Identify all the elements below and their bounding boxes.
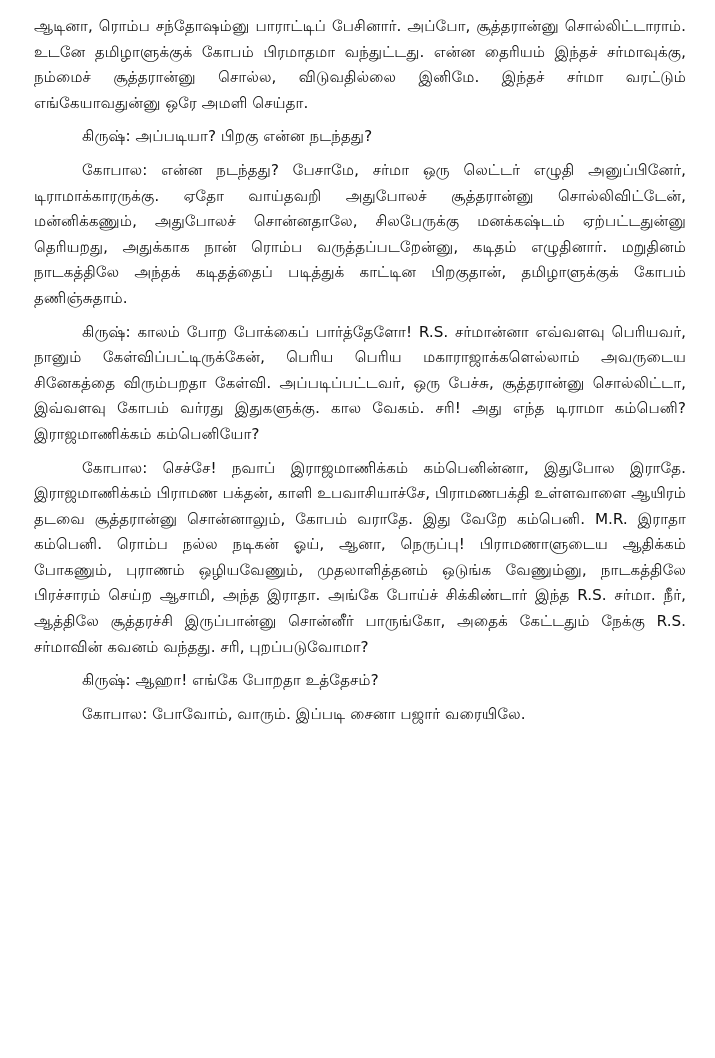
paragraph-4 [34,320,686,448]
paragraph-text: என்ன நடந்தது? பேசாமே, சர்மா ஒரு லெட்டர் எழுதி அனுப்பினேர், டிராமாக்காரருக்கு. ஏதோ வாய்தவறி அதுபோலச் சூத்தரான்னு சொல்லிவிட்டேன், மன்னிக்கணும், அதுபோலச் சொன்னதாலே, சிலபேருக்கு மனக்கஷ்டம் ஏற்பட்டதுன்னு தெரியறது, அதுக்காக நான் ரொம்ப வருத்தப்படறேன்னு, கடிதம் எழுதினார். மறுதினம் நாடகத்திலே அந்தக் கடிதத்தைப் படித்துக் காட்டின பிறகுதான், தமிழாளுக்குக் கோபம் தணிஞ்சுதாம். [34,160,686,307]
paragraph-text: ஆஹா! எங்கே போறதா உத்தேசம்? [130,671,379,690]
speaker-label: கிருஷ்: [82,671,131,690]
paragraph-text: போவோம், வாரும். இப்படி சைனா பஜார் வரையிலே. [147,704,526,723]
paragraph-1 [34,14,686,116]
speaker-label: கோபால: [82,160,148,179]
document-page [34,14,686,727]
paragraph-5 [34,456,686,661]
speaker-label: கிருஷ்: [82,127,131,146]
speaker-label: கிருஷ்: [82,322,131,341]
paragraph-text: செச்சே! நவாப் இராஜமாணிக்கம் கம்பெனின்னா, இதுபோல இராதே. இராஜமாணிக்கம் பிராமண பக்தன், காளி உபவாசியாச்சே, பிராமணபக்தி உள்ளவாளை ஆயிரம் தடவை சூத்தரான்னு சொன்னாலும், கோபம் வராதே. இது வேறே கம்பெனி. M.R. இராதா கம்பெனி. ரொம்ப நல்ல நடிகன் ஓய், ஆனா, நெருப்பு! பிராமணாளுடைய ஆதிக்கம் போகணும், புராணம் ஒழியவேணும், முதலாளித்தனம் ஒடுங்க வேணும்னு, நாடகத்திலே பிரச்சாரம் செய்ற ஆசாமி, அந்த இராதா. அங்கே போய்ச் சிக்கிண்டார் இந்த R.S. சர்மா. நீர், ஆத்திலே சூத்தரச்சி இருப்பான்னு சொன்னீர் பாருங்கோ, அதைக் கேட்டதும் நேக்கு R.S. சர்மாவின் கவனம் வந்தது. சரி, புறப்படுவோமா? [34,458,686,656]
paragraph-text: காலம் போற போக்கைப் பார்த்தேளோ! R.S. சர்மான்னா எவ்வளவு பெரியவர், நானும் கேள்விப்பட்டிருக்கேன், பெரிய பெரிய மகாராஜாக்களெல்லாம் அவருடைய சினேகத்தை விரும்பறதா கேள்வி. அப்படிப்பட்டவர், ஒரு பேச்சு, சூத்தரான்னு சொல்லிட்டா, இவ்வளவு கோபம் வர்ரது இதுகளுக்கு. கால வேகம். சரி! அது எந்த டிராமா கம்பெனி? இராஜமாணிக்கம் கம்பெனியோ? [34,322,686,443]
paragraph-6 [34,668,686,694]
paragraph-3 [34,158,686,312]
paragraph-7 [34,702,686,728]
speaker-label: கோபால: [82,458,148,477]
paragraph-2 [34,124,686,150]
paragraph-text: அப்படியா? பிறகு என்ன நடந்தது? [130,127,373,146]
speaker-label: கோபால: [82,704,148,723]
paragraph-text: ஆடினா, ரொம்ப சந்தோஷம்னு பாராட்டிப் பேசினார். அப்போ, சூத்தரான்னு சொல்லிட்டாராம். உடனே தமிழாளுக்குக் கோபம் பிரமாதமா வந்துட்டது. என்ன தைரியம் இந்தச் சர்மாவுக்கு, நம்மைச் சூத்தரான்னு சொல்ல, விடுவதில்லை இனிமே. இந்தச் சர்மா வரட்டும் எங்கேயாவதுன்னு ஒரே அமளி செய்தா. [34,17,686,112]
